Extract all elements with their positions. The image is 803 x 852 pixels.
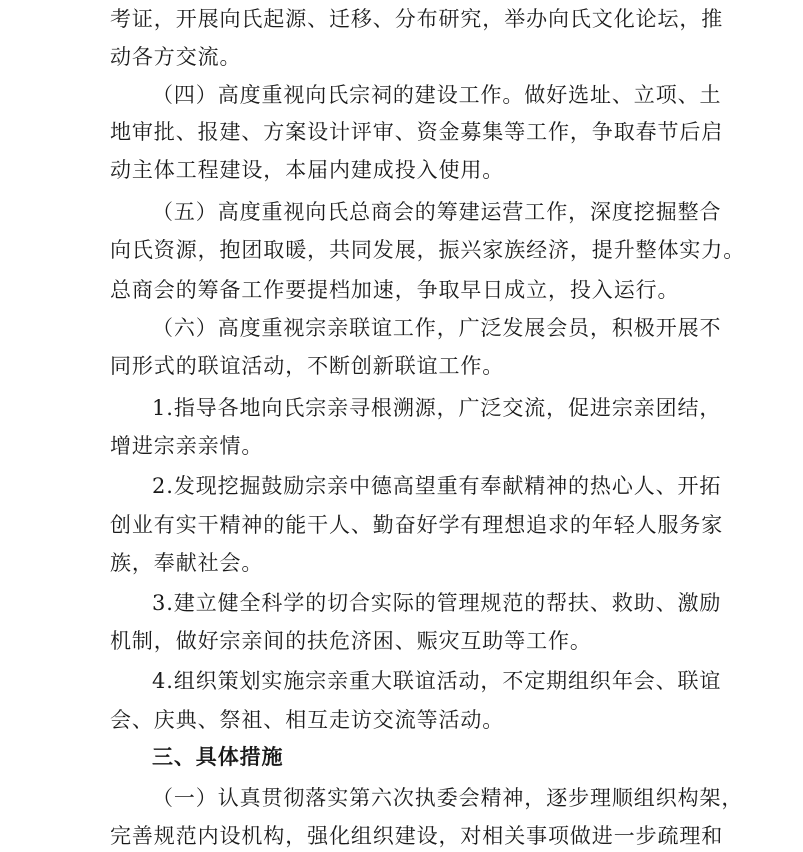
paragraph-line: 考证，开展向氏起源、迁移、分布研究，举办向氏文化论坛，推: [110, 7, 724, 31]
section-heading: 三、具体措施: [152, 745, 284, 769]
list-item-line: 创业有实干精神的能干人、勤奋好学有理想追求的年轻人服务家: [110, 513, 724, 537]
paragraph-line: （六）高度重视宗亲联谊工作，广泛发展会员，积极开展不: [152, 316, 722, 340]
list-item-line: 机制，做好宗亲间的扶危济困、赈灾互助等工作。: [110, 629, 592, 653]
paragraph-line: 同形式的联谊活动，不断创新联谊工作。: [110, 354, 505, 378]
paragraph-line: （五）高度重视向氏总商会的筹建运营工作，深度挖掘整合: [152, 200, 722, 224]
list-item-line: 1.指导各地向氏宗亲寻根溯源，广泛交流，促进宗亲团结，: [152, 396, 722, 420]
paragraph-line: 向氏资源，抱团取暖，共同发展，振兴家族经济，提升整体实力。: [110, 238, 746, 262]
paragraph-line: 完善规范内设机构，强化组织建设，对相关事项做进一步疏理和: [110, 824, 724, 848]
list-item-line: 3.建立健全科学的切合实际的管理规范的帮扶、救助、激励: [152, 591, 722, 615]
list-item-line: 2.发现挖掘鼓励宗亲中德高望重有奉献精神的热心人、开拓: [152, 474, 722, 498]
paragraph-line: 总商会的筹备工作要提档加速，争取早日成立，投入运行。: [110, 278, 680, 302]
list-item-line: 会、庆典、祭祖、相互走访交流等活动。: [110, 708, 505, 732]
list-item-line: 4.组织策划实施宗亲重大联谊活动，不定期组织年会、联谊: [152, 669, 722, 693]
paragraph-line: 动主体工程建设，本届内建成投入使用。: [110, 158, 505, 182]
list-item-line: 族，奉献社会。: [110, 551, 264, 575]
paragraph-line: （一）认真贯彻落实第六次执委会精神，逐步理顺组织构架，: [152, 786, 744, 810]
paragraph-line: （四）高度重视向氏宗祠的建设工作。做好选址、立项、土: [152, 83, 722, 107]
list-item-line: 增进宗亲亲情。: [110, 434, 264, 458]
paragraph-line: 动各方交流。: [110, 45, 242, 69]
paragraph-line: 地审批、报建、方案设计评审、资金募集等工作，争取春节后启: [110, 120, 724, 144]
